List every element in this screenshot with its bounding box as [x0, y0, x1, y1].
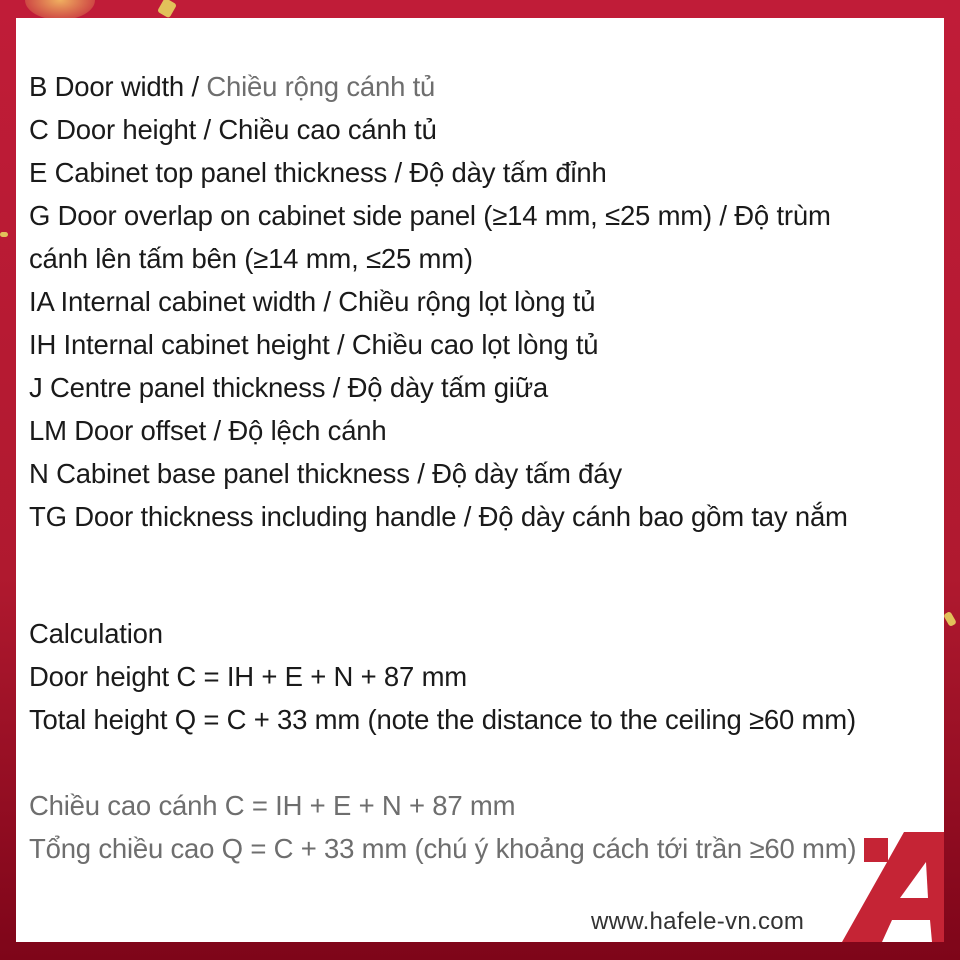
definition-b: B Door width / Chiều rộng cánh tủ [29, 71, 436, 102]
door-height-formula: Door height C = IH + E + N + 87 mm [29, 661, 467, 692]
definition-e: E Cabinet top panel thickness / Độ dày tấm đỉnh [29, 157, 607, 188]
total-height-formula: Total height Q = C + 33 mm (note the distance to the ceiling ≥60 mm) [29, 704, 856, 735]
content-panel [16, 18, 944, 942]
definition-j: J Centre panel thickness / Độ dày tấm giữa [29, 372, 549, 403]
hafele-logo-icon [842, 832, 944, 942]
vi-door-height-formula: Chiều cao cánh C = IH + E + N + 87 mm [29, 790, 516, 821]
vi-total-height-formula: Tổng chiều cao Q = C + 33 mm (chú ý khoảng cách tới trần ≥60 mm) [29, 833, 857, 864]
confetti-decoration [943, 611, 957, 627]
decorative-glow [25, 0, 95, 20]
definition-n: N Cabinet base panel thickness / Độ dày tấm đáy [29, 458, 622, 489]
definition-g-cont: cánh lên tấm bên (≥14 mm, ≤25 mm) [29, 243, 473, 274]
calculation-heading: Calculation [29, 618, 163, 649]
definition-tg: TG Door thickness including handle / Độ dày cánh bao gồm tay nắm [29, 501, 848, 532]
definition-ia: IA Internal cabinet width / Chiều rộng lọt lòng tủ [29, 286, 596, 317]
confetti-decoration [0, 232, 8, 237]
definition-c: C Door height / Chiều cao cánh tủ [29, 114, 437, 145]
definition-g: G Door overlap on cabinet side panel (≥14 mm, ≤25 mm) / Độ trùm [29, 200, 831, 231]
confetti-decoration [157, 0, 177, 18]
website-url: www.hafele-vn.com [591, 908, 805, 935]
definition-lm: LM Door offset / Độ lệch cánh [29, 415, 387, 446]
definition-ih: IH Internal cabinet height / Chiều cao lọt lòng tủ [29, 329, 599, 360]
